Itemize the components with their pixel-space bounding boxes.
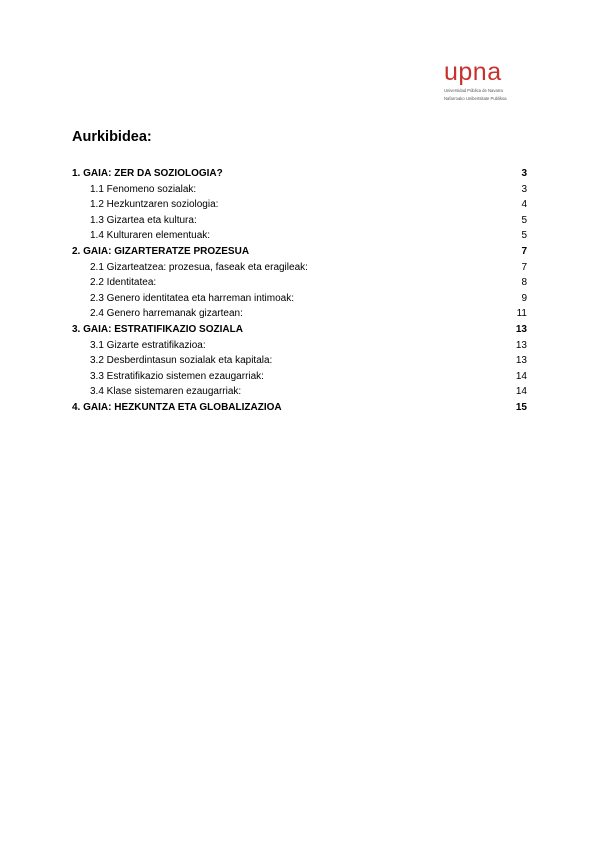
toc-section-1-4[interactable] (72, 228, 527, 244)
toc-section-3-2[interactable] (72, 353, 527, 369)
toc-entry-page: 3 (521, 183, 527, 195)
toc-entry-page: 14 (515, 386, 527, 398)
toc-heading: Aurkibidea: (72, 129, 152, 145)
toc-entry-page: 13 (515, 339, 527, 351)
table-of-contents (72, 166, 527, 416)
toc-entry-title: 2.3 Genero identitatea eta harreman intimoak: (90, 292, 295, 304)
logo-wordmark: upna (444, 58, 502, 86)
toc-entry-title: 3.3 Estratifikazio sistemen ezaugarriak: (90, 370, 264, 382)
toc-entry-title: 1.1 Fenomeno sozialak: (90, 183, 197, 195)
logo-subtitle-line-1: Universidad Pública de Navarra (444, 88, 503, 93)
toc-entry-page: 13 (515, 355, 527, 367)
toc-entry-page: 15 (515, 401, 527, 413)
toc-entry-title: 3.1 Gizarte estratifikazioa: (90, 339, 206, 351)
toc-section-1-2[interactable] (72, 197, 527, 213)
toc-entry-page: 13 (515, 323, 527, 335)
toc-section-2-1[interactable] (72, 260, 527, 276)
toc-entry-page: 5 (521, 230, 527, 242)
toc-entry-title: 3.4 Klase sistemaren ezaugarriak: (90, 386, 242, 398)
toc-entry-title: 1.2 Hezkuntzaren soziologia: (90, 199, 219, 211)
toc-entry-page: 14 (515, 370, 527, 382)
toc-entry-page: 5 (521, 214, 527, 226)
toc-entry-title: 1.3 Gizartea eta kultura: (90, 214, 197, 226)
toc-entry-page: 8 (521, 277, 527, 289)
toc-entry-title: 2. GAIA: GIZARTERATZE PROZESUA (72, 245, 250, 257)
upna-logo (444, 60, 534, 101)
toc-entry-page: 7 (521, 245, 527, 257)
toc-section-2-3[interactable] (72, 291, 527, 307)
toc-section-1-1[interactable] (72, 182, 527, 198)
toc-entry-title: 3. GAIA: ESTRATIFIKAZIO SOZIALA (72, 323, 243, 335)
toc-entry-page: 7 (521, 261, 527, 273)
toc-section-3-4[interactable] (72, 384, 527, 400)
toc-entry-title: 4. GAIA: HEZKUNTZA ETA GLOBALIZAZIOA (72, 401, 282, 413)
toc-section-2-4[interactable] (72, 306, 527, 322)
toc-entry-page: 3 (521, 168, 527, 179)
toc-section-3-3[interactable] (72, 369, 527, 385)
toc-entry-title: 2.2 Identitatea: (90, 277, 157, 289)
toc-entry-title: 3.2 Desberdintasun sozialak eta kapitala: (90, 355, 273, 367)
toc-chapter-2[interactable] (72, 244, 527, 260)
toc-entry-title: 1. GAIA: ZER DA SOZIOLOGIA? (72, 168, 223, 179)
toc-section-1-3[interactable] (72, 213, 527, 229)
toc-chapter-1[interactable] (72, 166, 527, 182)
toc-entry-page: 9 (521, 292, 527, 304)
toc-entry-page: 11 (516, 308, 527, 320)
logo-subtitle-line-2: Nafarroako Unibertsitate Publikoa (444, 96, 507, 101)
toc-entry-title: 2.1 Gizarteatzea: prozesua, faseak eta eragileak: (90, 261, 308, 273)
toc-chapter-4[interactable] (72, 400, 527, 416)
toc-section-2-2[interactable] (72, 275, 527, 291)
toc-entry-page: 4 (521, 199, 527, 211)
toc-section-3-1[interactable] (72, 338, 527, 354)
toc-chapter-3[interactable] (72, 322, 527, 338)
toc-entry-title: 2.4 Genero harremanak gizartean: (90, 308, 243, 320)
toc-entry-title: 1.4 Kulturaren elementuak: (90, 230, 211, 242)
